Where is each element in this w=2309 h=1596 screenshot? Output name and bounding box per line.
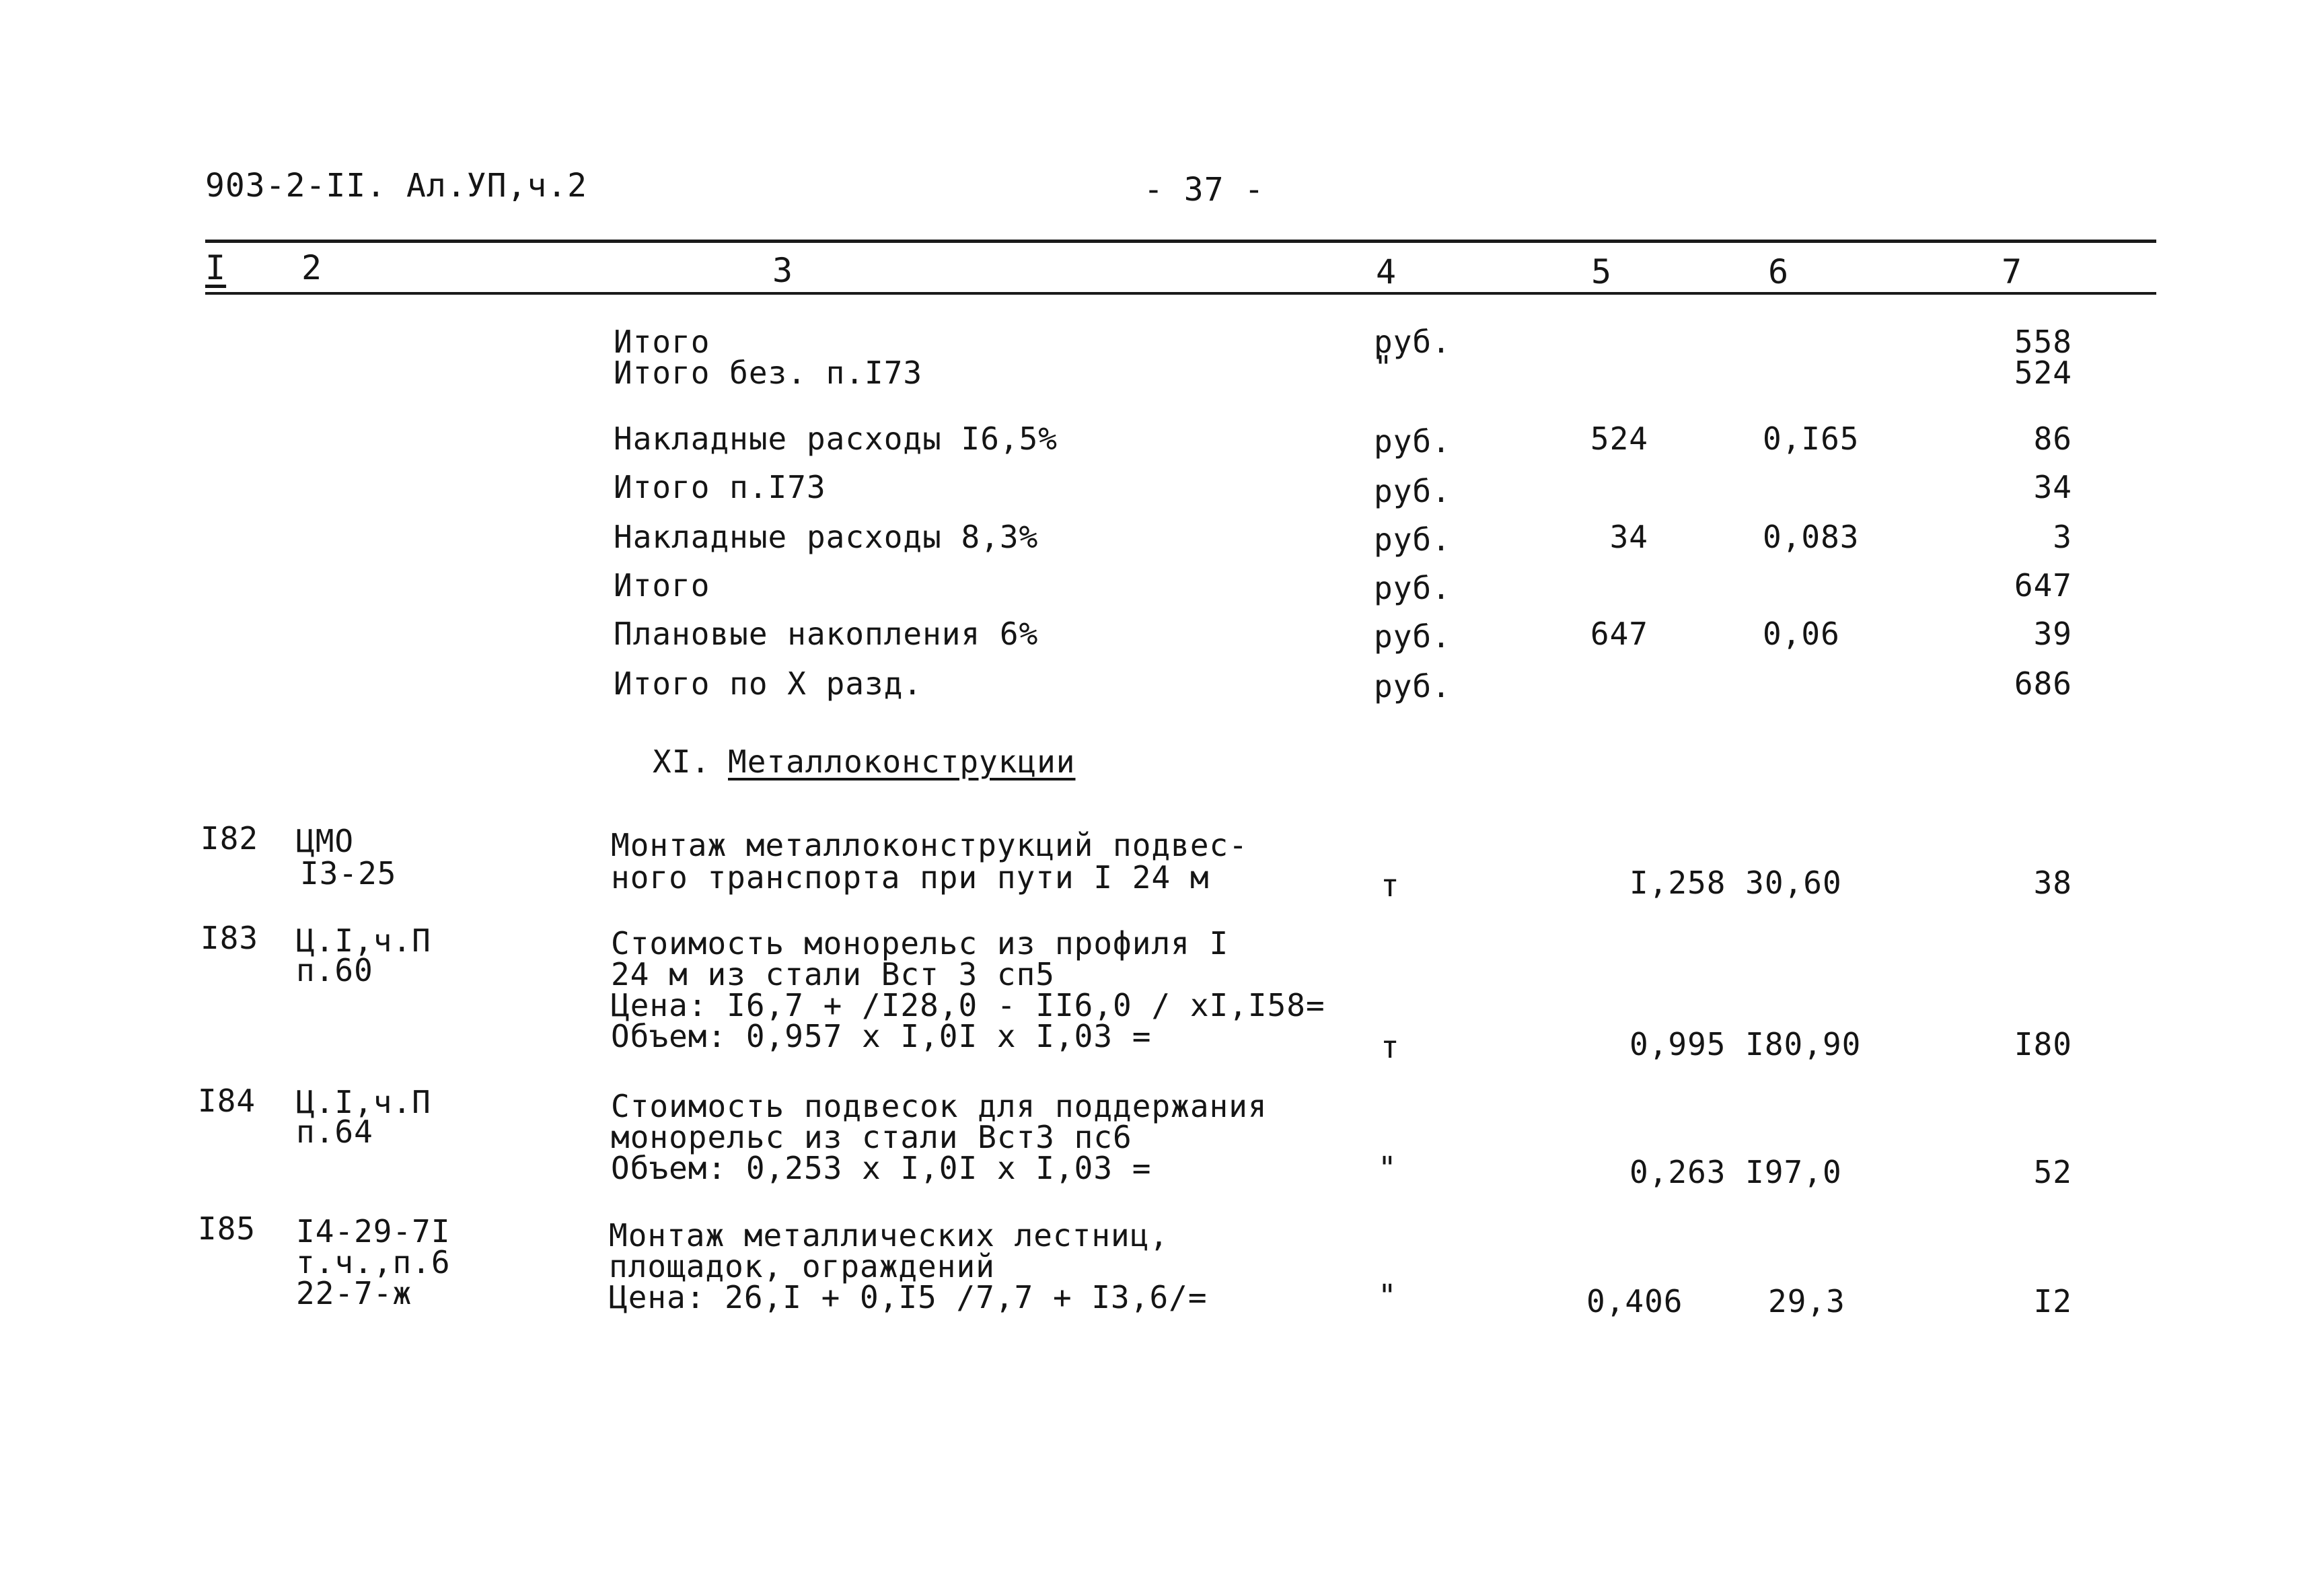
summary-unit: руб. [1374,521,1451,558]
reference-line: т.ч.,п.6 [296,1244,451,1280]
column-header-7: 7 [2002,252,2023,291]
column-header-4: 4 [1376,252,1397,291]
summary-label: Итого [614,324,710,360]
row-unit: " [1378,1150,1397,1186]
summary-label: Итого п.I73 [614,469,826,505]
reference-line: Ц.I,ч.П [296,1084,431,1120]
description-line: ного транспорта при пути I 24 м [611,859,1210,896]
summary-unit: руб. [1374,570,1451,606]
summary-label: Итого [614,567,710,604]
row-number: I84 [198,1083,256,1119]
section-number: XI. [653,743,711,780]
description-line: Объем: 0,253 х I,0I х I,03 = [611,1150,1152,1186]
summary-label: Итого по X разд. [614,665,923,702]
column-header-1: I [205,248,227,287]
section-title: Металлоконструкции [728,743,1076,780]
reference-line: ЦМО [296,823,355,859]
description-line: Стоимость подвесок для поддержания [611,1088,1268,1124]
summary-col6: 0,06 [1763,616,1840,652]
row-col6: I,258 30,60 [1629,865,1842,901]
description-line: Монтаж металлоконструкций подвес- [611,827,1248,863]
summary-col5: 34 [1609,519,1648,555]
description-line: монорельс из стали ВстЗ пс6 [611,1119,1132,1155]
column-header-2: 2 [301,248,323,287]
row-number: I83 [200,920,259,956]
summary-unit: " [1374,349,1393,386]
description-line: Цена: 26,I + 0,I5 /7,7 + I3,6/= [609,1279,1208,1315]
summary-amount: 647 [2014,567,2072,604]
summary-col5: 524 [1590,421,1648,457]
description-line: Стоимость монорельс из профиля I [611,925,1229,962]
row-amount: 38 [2033,865,2072,901]
reference-line: п.64 [296,1114,373,1150]
column-header-3: 3 [772,251,794,290]
summary-amount: 3 [2053,519,2072,555]
summary-col6: 0,I65 [1763,421,1860,457]
reference-line: I4-29-7I [296,1213,451,1249]
row-col6: 0,263 I97,0 [1629,1154,1842,1190]
row-number: I85 [198,1210,256,1247]
column-header-5: 5 [1591,252,1613,291]
row-number: I82 [200,820,259,857]
summary-label: Накладные расходы 8,3% [614,519,1039,555]
reference-line: Ц.I,ч.П [296,922,431,959]
description-line: Объем: 0,957 х I,0I х I,03 = [611,1018,1152,1054]
summary-unit: руб. [1374,473,1451,509]
document-code: 903-2-II. Ал.УП,ч.2 [205,167,588,205]
summary-unit: руб. [1374,618,1451,655]
description-line: площадок, ограждений [609,1248,995,1284]
row-col5: 0,406 [1586,1283,1683,1319]
summary-col5: 647 [1590,616,1648,652]
row-amount: I80 [2014,1026,2072,1062]
summary-amount: 34 [2033,469,2072,505]
table-header-bottom-rule [205,292,2156,295]
summary-amount: 558 [2014,324,2072,360]
summary-label: Накладные расходы I6,5% [614,421,1058,457]
summary-unit: руб. [1374,423,1451,460]
row-col6: 0,995 I80,90 [1629,1026,1862,1062]
summary-amount: 39 [2033,616,2072,652]
row-unit: т [1381,1029,1400,1065]
reference-line: 22-7-ж [296,1275,412,1311]
description-line: Монтаж металлических лестниц, [609,1217,1169,1254]
description-line: Цена: I6,7 + /I28,0 - II6,0 / хI,I58= [611,987,1325,1023]
row-col6: 29,3 [1768,1283,1845,1319]
description-line: 24 м из стали Вст 3 сп5 [611,956,1055,992]
reference-line: I3-25 [300,855,397,892]
summary-amount: 686 [2014,665,2072,702]
summary-label: Плановые накопления 6% [614,616,1039,652]
page-number: - 37 - [1144,171,1265,209]
summary-amount: 86 [2033,421,2072,457]
row-unit: т [1381,867,1400,904]
summary-col6: 0,083 [1763,519,1860,555]
summary-label: Итого без. п.I73 [614,355,923,391]
row-amount: I2 [2033,1283,2072,1319]
table-top-rule [205,240,2156,243]
summary-unit: руб. [1374,668,1451,704]
summary-amount: 524 [2014,355,2072,391]
column-header-6: 6 [1768,252,1790,291]
reference-line: п.60 [296,952,373,988]
summary-unit: руб. [1374,324,1451,360]
row-unit: " [1378,1278,1397,1314]
row-amount: 52 [2033,1154,2072,1190]
